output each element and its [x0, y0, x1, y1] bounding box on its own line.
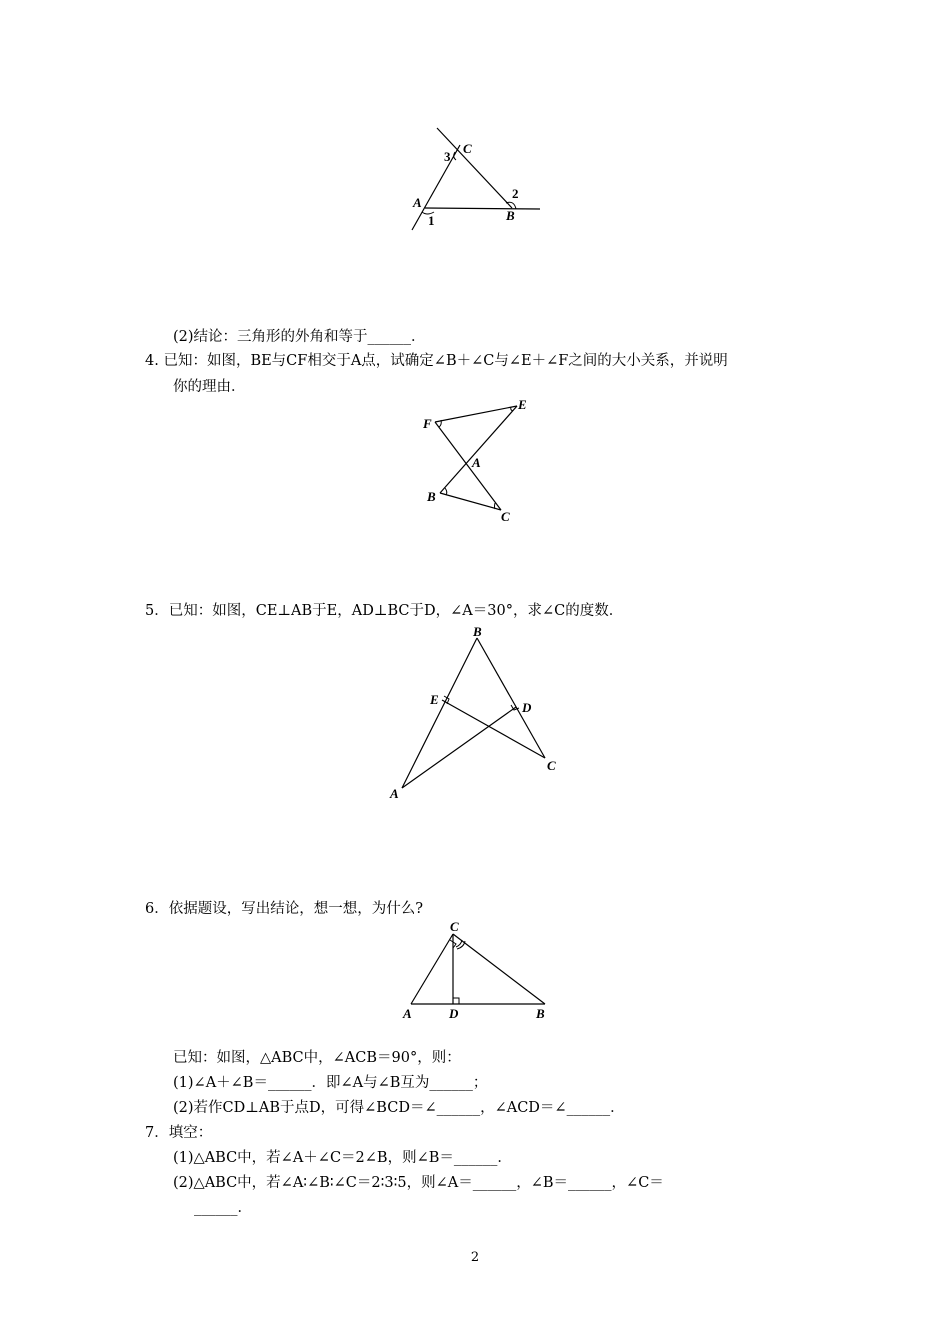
q6-part2: (2)若作CD⊥AB于点D，可得∠BCD＝∠______，∠ACD＝∠______． — [173, 1100, 625, 1116]
q4-line1: 4. 已知：如图，BE与CF相交于A点，试确定∠B＋∠C与∠E＋∠F之间的大小关系，并说明 — [145, 353, 728, 369]
label-D: D — [449, 1006, 459, 1021]
q7-part1: (1)△ABC中，若∠A＋∠C＝2∠B，则∠B＝______． — [173, 1150, 512, 1166]
label-A: A — [403, 1006, 412, 1021]
label-A: A — [472, 455, 481, 470]
label-C: C — [547, 758, 556, 773]
label-E: E — [430, 692, 439, 707]
q6-part1: (1)∠A＋∠B＝______．即∠A与∠B互为______； — [173, 1075, 488, 1091]
label-1: 1 — [428, 213, 435, 228]
q3-part2: (2)结论：三角形的外角和等于______． — [173, 329, 426, 345]
label-F: F — [423, 416, 432, 431]
label-A: A — [390, 786, 399, 801]
figure-two-altitudes — [385, 620, 565, 805]
q6: 6．依据题设，写出结论，想一想，为什么? — [145, 901, 423, 917]
page-number: 2 — [470, 1250, 480, 1265]
q6-known: 已知：如图，△ABC中，∠ACB＝90°，则： — [173, 1050, 461, 1066]
q7-part2: (2)△ABC中，若∠A∶∠B∶∠C＝2∶3∶5，则∠A＝______，∠B＝______，∠C＝ — [173, 1175, 664, 1191]
q7: 7．填空： — [145, 1125, 213, 1141]
label-E: E — [518, 397, 527, 412]
label-B: B — [536, 1006, 545, 1021]
label-A: A — [413, 195, 422, 210]
label-2: 2 — [512, 186, 519, 201]
q4-line2: 你的理由． — [173, 379, 246, 395]
label-C: C — [501, 509, 510, 524]
label-B: B — [506, 208, 515, 223]
label-D: D — [522, 700, 532, 715]
figure-triangle-exterior-angles — [400, 120, 560, 240]
label-C: C — [463, 141, 472, 156]
q7-part2-continued: ______． — [194, 1200, 252, 1216]
label-B: B — [427, 489, 436, 504]
q5: 5．已知：如图，CE⊥AB于E，AD⊥BC于D，∠A＝30°，求∠C的度数． — [145, 603, 624, 619]
label-3: 3 — [444, 149, 451, 164]
label-B: B — [473, 624, 482, 639]
figure-right-triangle-altitude — [395, 918, 560, 1028]
figure-crossing-triangles — [415, 395, 535, 530]
label-C: C — [450, 919, 459, 934]
